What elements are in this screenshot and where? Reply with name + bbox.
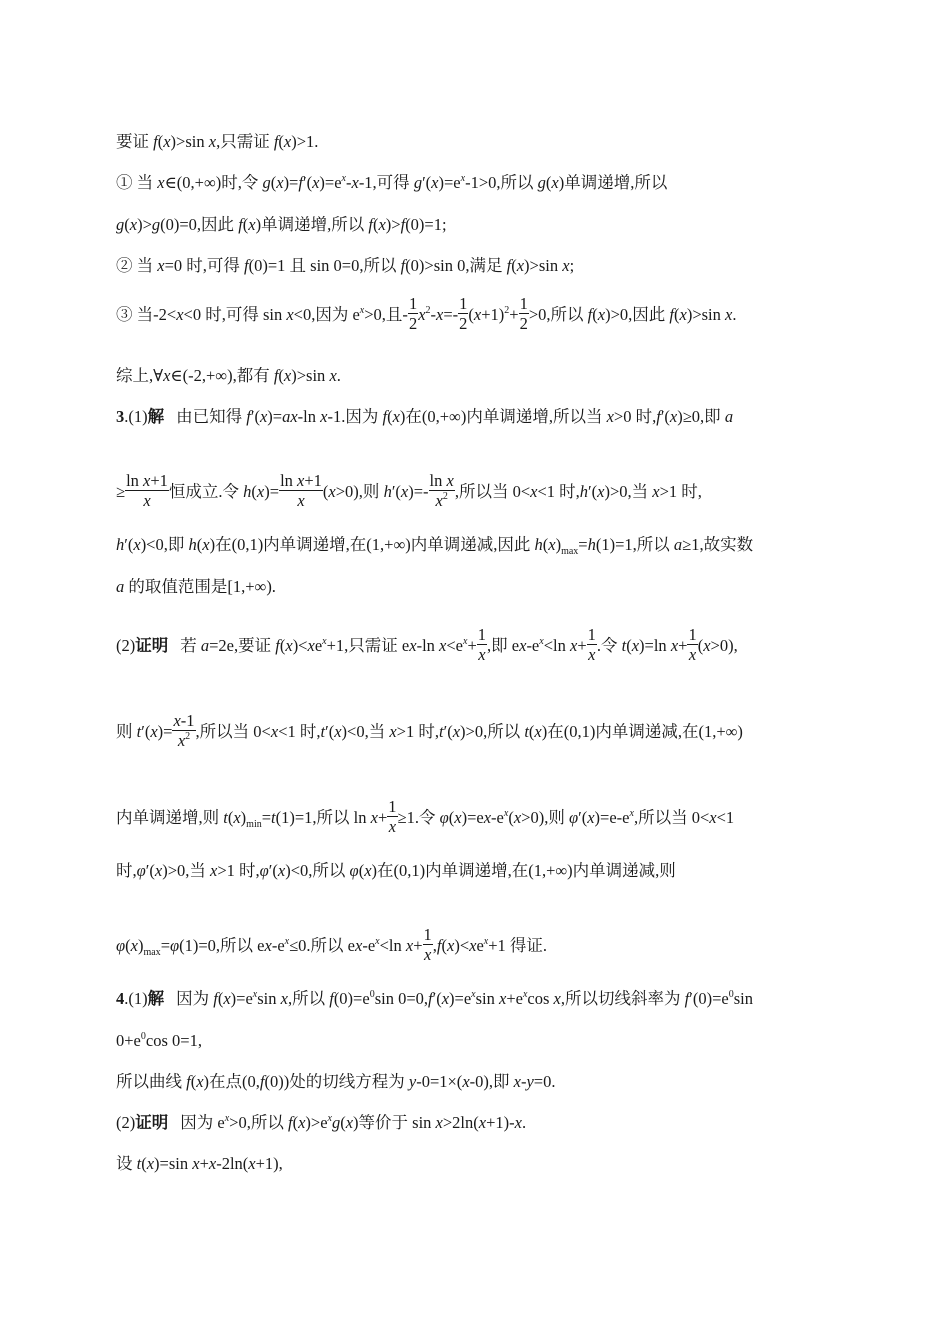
- problem-4-part-2: (2)证明 因为 $e^x>0$,所以 $f(x)>e^xg(x)$等价于 sin x>2ln(x+1)-x.: [116, 1113, 527, 1132]
- text-line: h′(x)<0,即 h(x)在(0,1)内单调递增,在(1,+∞)内单调递减,因此 $h(x)_{max}=h(1)=1$,所以 a≥1,故实数: [116, 535, 754, 557]
- fraction: $\frac{1}{2}$: [519, 294, 528, 333]
- text-line: ① 当 x∈(0,+∞)时,令 $g(x)=f'(x)=e^x-x-1$,可得 $g'(x)=e^x-1>0$,所以 g(x)单调递增,所以: [116, 173, 668, 192]
- fraction: $\frac{1}{2}$: [408, 294, 418, 333]
- text-line: 时,φ′(x)>0,当 x>1 时,φ′(x)<0,所以 φ(x)在(0,1)内单调递增,在(1,+∞)内单调递减,则: [116, 861, 676, 880]
- fraction: $\frac{1}{x}$: [423, 925, 432, 964]
- text-line: 综上,∀x∈(-2,+∞),都有 f(x)>sin x.: [116, 366, 341, 385]
- fraction: $\frac{1}{x}$: [388, 797, 397, 836]
- text-line: g(x)>g(0)=0,因此 f(x)单调递增,所以 f(x)>f(0)=1;: [116, 215, 447, 234]
- text-line: 所以曲线 f(x)在点(0,f(0))处的切线方程为 y-0=1×(x-0),即 x-y=0.: [116, 1072, 556, 1091]
- text-line: ≥ $\frac{\text{ln x+1}}{x}$ 恒成立.令 h(x)= $\frac{\text{ln x+1}}{x}$ (x>0),则 h′(x)=- $\frac{\text{ln x}}{x^2}$ ,所以当 0<x<1 时,h′(x)>0,当 x>1 时,: [116, 471, 702, 510]
- problem-3-part-2: (2)证明 若 a=2e,要证 $f(x)<xe^x+1$,只需证 ex-ln $x<e^x+$ $\frac{1}{x}$ ,即 $ex-e^x<\ln$ x+ $\frac{1}{x}$ .令 t(x)=ln x+ $\frac{1}{x}$ (x>0),: [116, 625, 738, 664]
- text-line: a 的取值范围是[1,+∞).: [116, 577, 276, 596]
- text-line: ② 当 x=0 时,可得 f(0)=1 且 sin 0=0,所以 f(0)>sin 0,满足 f(x)>sin x;: [116, 256, 575, 275]
- fraction: $\frac{\text{ln x+1}}{x}$: [126, 471, 168, 510]
- text-line: 设 t(x)=sin x+x-2ln(x+1),: [116, 1154, 283, 1173]
- problem-4-part-1: 4.(1)解 因为 $f(x)=e^x\sin$ x,所以 $f(0)=e^0\sin$ $0=0,f'(x)=e^x\sin$ $x+e^x\cos$ x,所以切线斜率为 $f'(0)=e^0\sin$: [116, 989, 753, 1008]
- text-line: 内单调递增,则 $t(x)_{min}=t(1)=1$,所以 ln x+ $\frac{1}{x}$ ≥1.令 $\varphi(x)=ex-e^x(x>0)$,则 $\varphi'(x)=e-e^x$,所以当 0<x<1: [116, 797, 735, 836]
- text-line: ③ 当-2<x<0 时,可得 sin x<0,因为 $e^x>0$,且- $\frac{1}{2}$ $x^2-x=-$ $\frac{1}{2}$ $(x+1)^2+$ $\frac{1}{2}$ >0,所以 f(x)>0,因此 f(x)>sin x.: [116, 294, 737, 333]
- fraction: $\frac{\text{ln x}}{x^2}$: [429, 471, 454, 510]
- fraction: $\frac{1}{x}$: [688, 625, 697, 664]
- text-line: 则 t′(x)= $\frac{x-1}{x^2}$ ,所以当 0<x<1 时,t′(x)<0,当 x>1 时,t′(x)>0,所以 t(x)在(0,1)内单调递减,在(1,+∞): [116, 711, 743, 750]
- text-line: $\varphi(x)_{max}=\varphi(1)=0$,所以 $ex-e^x\le 0$.所以 $ex-e^x<\ln$ x+ $\frac{1}{x}$ $,f(x)<xe^x+1$ 得证.: [116, 925, 548, 964]
- problem-3-part-1: 3.(1)解 由已知得 f′(x)=ax-ln x-1.因为 f(x)在(0,+∞)内单调递增,所以当 x>0 时,f′(x)≥0,即 a: [116, 407, 734, 426]
- fraction: $\frac{x-1}{x^2}$: [173, 711, 195, 750]
- text-line: 要证 f(x)>sin x,只需证 f(x)>1.: [116, 132, 319, 151]
- fraction: $\frac{\text{ln x+1}}{x}$: [280, 471, 322, 510]
- fraction: $\frac{1}{x}$: [587, 625, 596, 664]
- fraction: $\frac{1}{2}$: [459, 294, 468, 333]
- text-line: $0+e^0\cos$ 0=1,: [116, 1031, 202, 1050]
- fraction: $\frac{1}{x}$: [477, 625, 487, 664]
